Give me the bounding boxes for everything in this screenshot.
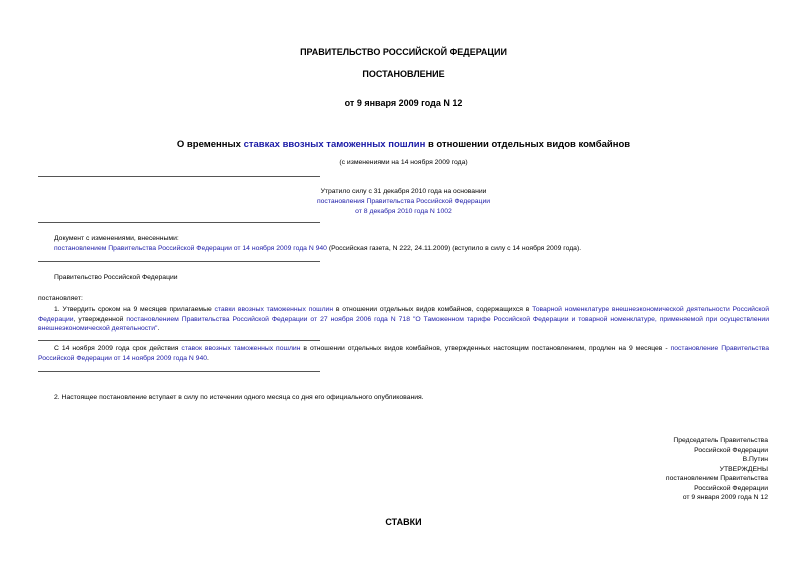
approved-line1: УТВЕРЖДЕНЫ — [719, 465, 768, 473]
divider — [38, 261, 320, 262]
resolves-text: постановляет: — [38, 295, 83, 302]
amendments-label: Документ с изменениями, внесенными: — [54, 235, 179, 242]
approved-line3: Российской Федерации — [694, 484, 768, 492]
ext-decree-link[interactable]: постановление Правительства Российской Федерации от 14 ноября 2009 года N 940 — [38, 345, 770, 362]
amendments-tail: (Российская газета, N 222, 24.11.2009) (вступило в силу с 14 ноября 2009 года). — [326, 245, 582, 252]
signature-block — [666, 436, 768, 503]
item-2-paragraph: 2. Настоящее постановление вступает в силу по истечении одного месяца со дня его официального опубликования. — [54, 394, 424, 401]
item-1-paragraph — [38, 305, 769, 334]
item1-b: в отношении отдельных видов комбайнов, содержащихся в — [333, 306, 533, 313]
title-pre: О временных — [176, 139, 244, 150]
title-rates-link[interactable]: ставках ввозных таможенных пошлин — [243, 139, 426, 150]
expired-link-line2[interactable]: постановления Правительства Российской Федерации — [316, 198, 491, 205]
item1-rates-link[interactable]: ставки ввозных таможенных пошлин — [214, 306, 334, 313]
expired-line1: Утратило силу с 31 декабря 2010 года на основании — [320, 188, 487, 195]
signature-line2: Российской Федерации — [694, 446, 768, 454]
document-title — [0, 139, 807, 150]
item1-d: . — [157, 325, 160, 332]
expired-link-line3[interactable]: от 8 декабря 2010 года N 1002 — [355, 208, 452, 215]
divider — [38, 371, 320, 372]
amendments-link[interactable]: постановлением Правительства Российской Федерации от 14 ноября 2009 года N 940 — [54, 245, 327, 252]
item-1-extension-paragraph — [38, 344, 769, 363]
government-heading: ПРАВИТЕЛЬСТВО РОССИЙСКОЙ ФЕДЕРАЦИИ — [300, 47, 507, 57]
ext-rates-link[interactable]: ставок ввозных таможенных пошлин — [181, 345, 301, 352]
approved-line2: постановлением Правительства — [665, 475, 768, 482]
divider — [38, 222, 320, 223]
signature-line3: В.Путин — [742, 456, 768, 463]
ext-a: С 14 ноября 2009 года срок действия — [54, 345, 182, 352]
divider — [38, 176, 320, 177]
item1-a: 1. Утвердить сроком на 9 месяцев прилагаемые — [54, 306, 215, 313]
signature-line1: Председатель Правительства — [673, 437, 768, 444]
date-number-heading: от 9 января 2009 года N 12 — [344, 98, 463, 108]
title-post: в отношении отдельных видов комбайнов — [425, 139, 631, 150]
item1-nomenclature-link[interactable]: Товарной номенклатуре внешнеэкономической деятельности Российской Федерации — [38, 306, 769, 323]
document-type-heading: ПОСТАНОВЛЕНИЕ — [362, 69, 445, 79]
issuer-text: Правительство Российской Федерации — [54, 274, 178, 281]
ext-c: . — [207, 354, 209, 362]
approved-line4: от 9 января 2009 года N 12 — [682, 494, 768, 501]
ext-b: в отношении отдельных видов комбайнов, утвержденных настоящим постановлением, продлен на 9 месяцев - — [300, 345, 671, 352]
amendments-line — [54, 244, 774, 254]
item1-decree-link[interactable]: постановлением Правительства Российской Федерации от 27 ноября 2006 года N 718 "О Таможенном тарифе Российской Федерации и товарной номенклатуре, применяемой при осуществлении внешнеэкономической деятельности" — [38, 315, 769, 332]
item1-c: , утвержденной — [73, 315, 127, 323]
divider — [38, 340, 320, 341]
rates-heading: СТАВКИ — [385, 517, 422, 527]
changes-note: (с изменениями на 14 ноября 2009 года) — [339, 159, 468, 166]
